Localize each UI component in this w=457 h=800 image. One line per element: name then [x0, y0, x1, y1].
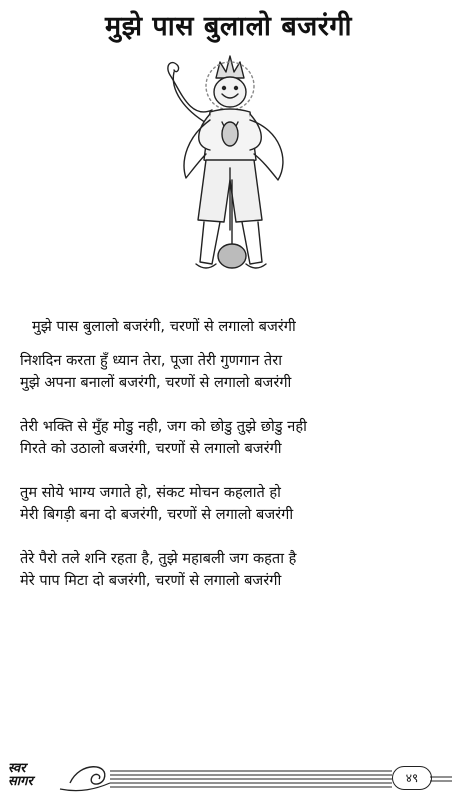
stanza-1 — [20, 350, 440, 394]
verse-line: निशदिन करता हुँ ध्यान तेरा, पूजा तेरी गुणगान तेरा — [20, 352, 283, 369]
music-staff-ornament-icon — [0, 755, 457, 800]
logo-line-1: स्वर — [8, 761, 26, 776]
stanza-2 — [20, 416, 440, 460]
page-footer — [0, 755, 457, 800]
verse-line: तुम सोये भाग्य जगाते हो, संकट मोचन कहलाते हो — [20, 484, 281, 501]
page-title: मुझे पास बुलालो बजरंगी — [104, 11, 353, 42]
verse-line: गिरते को उठालो बजरंगी, चरणों से लगालो बजरंगी — [20, 440, 282, 457]
verse-line: तेरे पैरो तले शनि रहता है, तुझे महाबली जग कहता है — [20, 550, 297, 567]
verse-block — [20, 316, 440, 614]
logo-line-2: सागर — [8, 774, 33, 789]
verse-line: मेरे पाप मिटा दो बजरंगी, चरणों से लगालो बजरंगी — [20, 572, 282, 589]
stanza-4 — [20, 548, 440, 592]
verse-line: तेरी भक्ति से मुँह मोडु नही, जग को छोडु तुझे छोडु नही — [20, 418, 307, 435]
refrain-line: मुझे पास बुलालो बजरंगी, चरणों से लगालो बजरंगी — [32, 318, 296, 335]
verse-line: मेरी बिगड़ी बना दो बजरंगी, चरणों से लगालो बजरंगी — [20, 506, 294, 523]
page-number: ४९ — [392, 766, 432, 790]
stanza-3 — [20, 482, 440, 526]
hanuman-illustration-icon — [150, 50, 310, 280]
verse-line: मुझे अपना बनालों बजरंगी, चरणों से लगालो बजरंगी — [20, 374, 292, 391]
